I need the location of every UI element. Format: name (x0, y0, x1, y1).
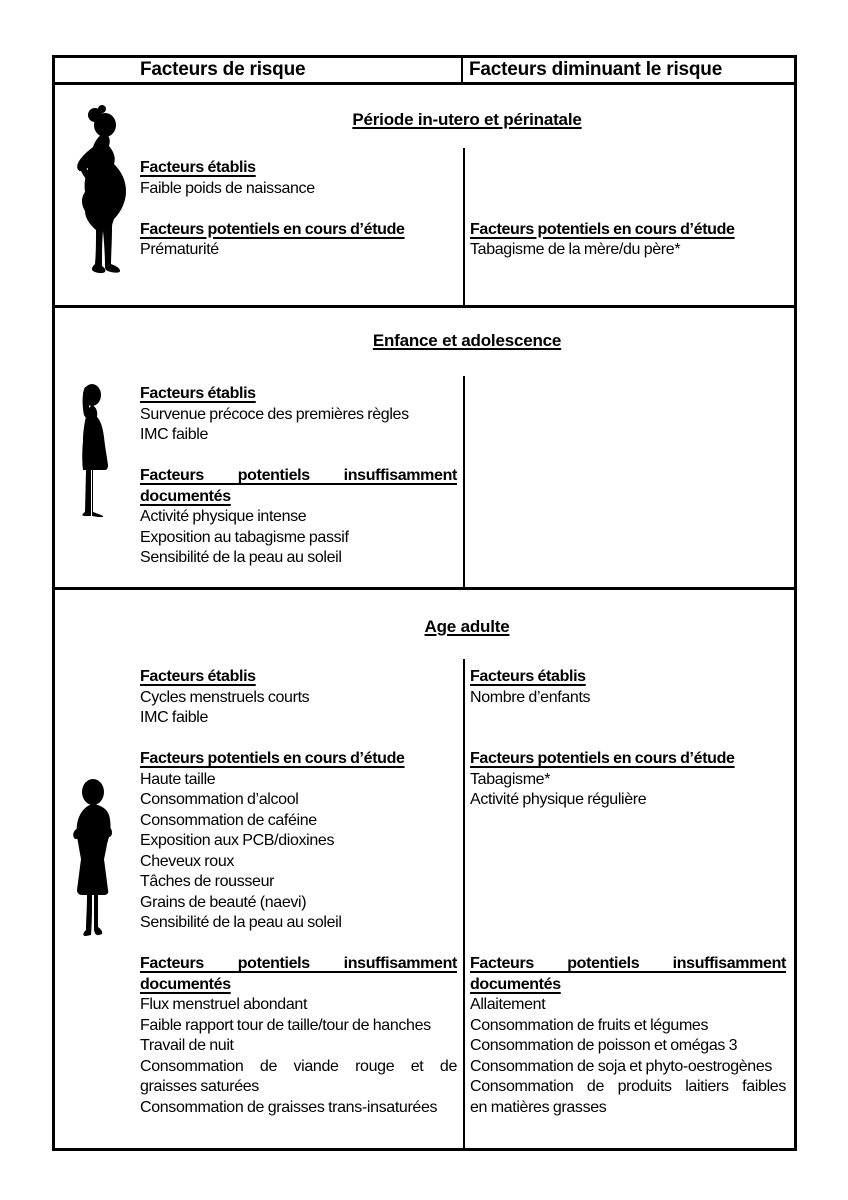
factor-item-group (140, 405, 457, 446)
section-body (55, 376, 794, 587)
factor-line: Consommation de viande rouge et de (140, 1057, 457, 1075)
factor-category-heading (140, 954, 457, 995)
heading-line: Facteurs établis (140, 668, 256, 685)
factor-item-group (140, 179, 457, 200)
risk-factors-column (55, 148, 463, 305)
heading-line: Facteurs potentiels en cours d’étude (470, 220, 735, 238)
factor-line: IMC faible (140, 426, 209, 443)
heading-line: Facteurs potentiels insuffisamment (470, 955, 786, 972)
factor-category-heading (140, 749, 457, 770)
factor-category-heading (470, 667, 786, 688)
heading-line: Facteurs potentiels insuffisamment (140, 955, 457, 972)
factor-line: Haute taille (140, 770, 216, 788)
risk-reducing-column (463, 148, 794, 305)
factor-category-heading (140, 158, 457, 179)
heading-line: documentés (140, 975, 231, 993)
heading-line: Facteurs potentiels insuffisamment (140, 467, 457, 484)
factor-line: Exposition au tabagisme passif (140, 528, 349, 546)
heading-line: Facteurs établis (470, 668, 586, 685)
factor-line: Faible rapport tour de taille/tour de hanches (140, 1016, 431, 1034)
factor-line: Cycles menstruels courts (140, 688, 310, 706)
factor-category-heading (470, 749, 786, 770)
factor-line: Allaitement (470, 996, 546, 1013)
risk-factors-table (52, 55, 797, 1151)
blank-spacer (470, 158, 786, 220)
factor-line: Activité physique intense (140, 508, 307, 525)
factor-item-group (470, 770, 786, 811)
factor-line: Consommation d’alcool (140, 791, 299, 808)
factor-line: Nombre d’enfants (470, 688, 591, 706)
factor-line: Cheveux roux (140, 852, 235, 870)
header-risk-reducing-factors: Facteurs diminuant le risque (469, 59, 723, 80)
factor-line: Consommation de graisses trans-insaturées (140, 1098, 438, 1116)
blank-spacer (470, 708, 786, 749)
factor-line: Tabagisme de la mère/du père* (470, 241, 681, 258)
heading-line: Facteurs établis (140, 385, 256, 402)
factor-item-group (470, 995, 786, 1118)
factor-line: graisses saturées (140, 1078, 259, 1095)
factor-category-heading (140, 667, 457, 688)
heading-line: Facteurs potentiels en cours d’étude (470, 750, 735, 767)
factor-line: Consommation de soja et phyto-oestrogènes (470, 1057, 773, 1075)
section-title-perinatal: Période in-utero et périnatale (352, 110, 582, 129)
heading-line: documentés (470, 975, 561, 993)
factor-item-group (470, 688, 786, 709)
factor-line: Tâches de rousseur (140, 873, 275, 890)
factor-category-heading (140, 384, 457, 405)
factor-category-heading (140, 220, 457, 241)
factor-line: Sensibilité de la peau au soleil (140, 549, 342, 566)
factor-line: Flux menstruel abondant (140, 996, 308, 1013)
factor-item-group (140, 995, 457, 1118)
blank-spacer (140, 446, 457, 467)
factor-line: Travail de nuit (140, 1037, 234, 1054)
blank-spacer (470, 811, 786, 955)
factor-line: Activité physique régulière (470, 791, 647, 808)
factor-line: IMC faible (140, 709, 209, 726)
section-title-childhood: Enfance et adolescence (372, 331, 562, 350)
blank-spacer (140, 729, 457, 750)
factor-line: Prématurité (140, 241, 219, 258)
factor-category-heading (470, 954, 786, 995)
factor-line: Consommation de fruits et légumes (470, 1016, 709, 1034)
factor-item-group (140, 507, 457, 569)
risk-reducing-column (463, 659, 794, 1148)
section-body (55, 659, 794, 1148)
risk-factors-column (55, 376, 463, 587)
section-title-adulthood: Age adulte (424, 617, 510, 636)
factor-item-group (140, 770, 457, 934)
factor-line: Consommation de caféine (140, 811, 317, 829)
heading-line: Facteurs potentiels en cours d’étude (140, 750, 405, 767)
factor-line: Sensibilité de la peau au soleil (140, 914, 342, 931)
factor-item-group (140, 240, 457, 261)
heading-line: documentés (140, 487, 231, 505)
factor-line: Survenue précoce des premières règles (140, 405, 409, 423)
section-body (55, 148, 794, 305)
header-risk-factors: Facteurs de risque (55, 58, 463, 82)
table-header-row (55, 58, 794, 85)
factor-line: Consommation de produits laitiers faibles (470, 1078, 786, 1095)
factor-item-group (140, 688, 457, 729)
section-childhood (55, 308, 794, 590)
factor-line: en matières grasses (470, 1098, 607, 1116)
heading-line: Facteurs potentiels en cours d’étude (140, 220, 405, 238)
factor-category-heading (470, 220, 786, 241)
factor-line: Faible poids de naissance (140, 179, 315, 197)
risk-reducing-column (463, 376, 794, 587)
risk-factors-column (55, 659, 463, 1148)
section-perinatal (55, 85, 794, 308)
factor-line: Consommation de poisson et omégas 3 (470, 1037, 738, 1054)
section-adulthood (55, 590, 794, 1148)
factor-category-heading (140, 466, 457, 507)
blank-spacer (140, 934, 457, 955)
factor-item-group (470, 240, 786, 261)
blank-spacer (140, 199, 457, 220)
factor-line: Grains de beauté (naevi) (140, 893, 307, 911)
heading-line: Facteurs établis (140, 159, 256, 176)
factor-line: Exposition aux PCB/dioxines (140, 832, 335, 849)
factor-line: Tabagisme* (470, 770, 551, 788)
